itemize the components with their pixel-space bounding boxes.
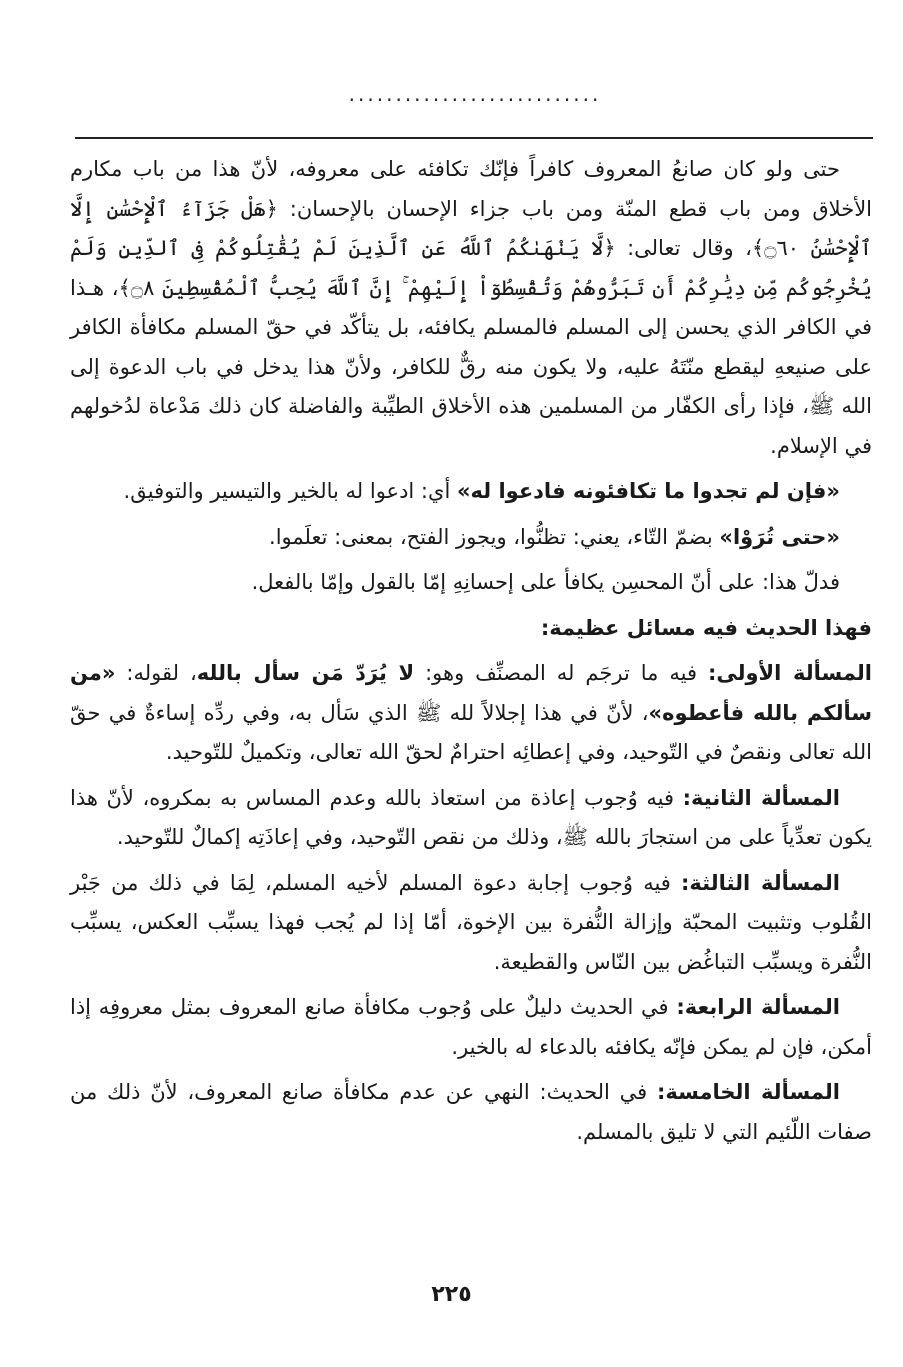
- page-number: ٢٢٥: [431, 1282, 472, 1307]
- issue-3: [70, 864, 872, 983]
- header-dotted-line: ...........................: [348, 82, 602, 106]
- paragraph-intro: [70, 150, 872, 466]
- issue-4: [70, 988, 872, 1067]
- paragraph-text: ، لأنّ في هذا إجلالاً لله ﷺ الذي سَأل به، وفي ردِّه إساءةٌ في حقّ الله تعالى ونقصٌ في التّوحيد، وفي إعطائِه احترامٌ لحقّ الله تعالى، وتكميلٌ للتّوحيد.: [70, 700, 872, 764]
- hadith-quote: «فإن لم تجدوا ما تكافئونه فادعوا له»: [456, 479, 840, 503]
- paragraph-text: فيه وُجوب إعاذة من استعاذ بالله وعدم المساس به بمكروه، لأنّ هذا يكون تعدِّياً على من استجارَ بالله ﷺ، وذلك من نقص التّوحيد، وفي إعاذَتِه إكمالٌ للتّوحيد.: [70, 785, 872, 849]
- paragraph-conclusion: [70, 563, 872, 603]
- quran-verse: ﴿هَلْ جَزَآءُ ٱلْإِحْسَٰنِ إِلَّا ٱلْإِحْسَٰنُ ۝٦٠﴾: [70, 196, 872, 260]
- paragraph-text: فيه ما ترجَم له المصنِّف وهو:: [414, 661, 708, 685]
- page-body: [70, 150, 872, 1152]
- quran-verse: ﴿لَّا يَنْهَىٰكُمُ ٱللَّهُ عَنِ ٱلَّذِينَ لَمْ يُقَٰتِلُوكُمْ فِى ٱلدِّينِ وَلَمْ يُخْرِجُوكُم مِّن دِيَٰرِكُمْ أَن تَبَرُّوهُمْ وَتُقْسِطُوٓاْ إِلَيْهِمْ ۚ إِنَّ ٱللَّهَ يُحِبُّ ٱلْمُقْسِطِينَ ۝٨﴾: [70, 236, 873, 300]
- paragraph-text: في الحديث دليلٌ على وُجوب مكافأة صانع المعروف بمثل معروفِه إذا أمكن، فإن لم يمكن فإنّه يكافئه بالدعاء له بالخير.: [70, 995, 872, 1059]
- paragraph-text: فيه وُجوب إجابة دعوة المسلم لأخيه المسلم، لِمَا في ذلك من جَبْر القُلوب وتثبيت المحبّة وإزالة النُّفرة بين الإخوة، أمّا إذا لم يُجب فهذا يسبِّب العكس، يسبِّب النُّفرة ويسبِّب التباغُض بين النّاس والقطيعة.: [70, 870, 872, 974]
- paragraph-text: بضمّ التّاء، يعني: تظنُّوا، ويجوز الفتح، بمعنى: تعلَموا.: [269, 524, 720, 549]
- paragraph-text: فدلّ هذا: على أنّ المحسِن يكافأ على إحسانِهِ إمّا بالقول وإمّا بالفعل.: [251, 570, 840, 594]
- issue-label: المسألة الأولى:: [707, 661, 872, 685]
- paragraph-hadith-phrase: [70, 472, 872, 512]
- issue-5: [70, 1073, 872, 1152]
- paragraph-text: في الحديث: النهي عن عدم مكافأة صانع المعروف، لأنّ ذلك من صفات اللّئيم التي لا تليق بالمسلم.: [70, 1080, 872, 1144]
- issue-1: [70, 654, 872, 773]
- hadith-quote: «حتى تُرَوْا»: [719, 524, 840, 549]
- issue-label: المسألة الرابعة:: [676, 995, 840, 1019]
- hadith-quote: لا يُرَدّ مَن سأل بالله: [196, 661, 415, 685]
- section-heading: [70, 609, 872, 649]
- paragraph-text: ، هـذا في الكافر الذي يحسن إلى المسلم فالمسلم يكافئه، بل يتأكّد في حقّ المسلم مكافأة الكافر على صنيعهِ ليقطع منّتَهُ عليه، ولا يكون منه رقٌّ للكافر، ولأنّ هذا يدخل في باب الدعوة إلى الله ﷺ، فإذا رأى الكفّار من المسلمين هذه الأخلاق الطيِّبة والفاضلة كان ذلك مَدْعاة لدُخولهم في الإسلام.: [70, 275, 872, 458]
- header-rule: [75, 137, 873, 139]
- issue-label: المسألة الثالثة:: [681, 870, 840, 895]
- issue-label: المسألة الثانية:: [682, 785, 840, 810]
- paragraph-text: ، لقوله:: [115, 661, 197, 685]
- paragraph-text: حتى ولو كان صانعُ المعروف كافراً فإنّك تكافئه على معروفه، لأنّ هذا من باب مكارم الأخلاق ومن باب قطع المنّة ومن باب جزاء الإحسان بالإحسان:: [70, 157, 873, 221]
- paragraph-text: أي: ادعوا له بالخير والتيسير والتوفيق.: [123, 479, 457, 503]
- issue-label: المسألة الخامسة:: [656, 1080, 840, 1104]
- issue-2: [70, 779, 872, 858]
- paragraph-text: ، وقال تعالى:: [615, 236, 752, 260]
- hadith-quote: «من سألكم بالله فأعطوه»: [70, 661, 872, 725]
- heading-text: فهذا الحديث فيه مسائل عظيمة:: [540, 615, 872, 640]
- paragraph-hadith-phrase: [70, 518, 872, 558]
